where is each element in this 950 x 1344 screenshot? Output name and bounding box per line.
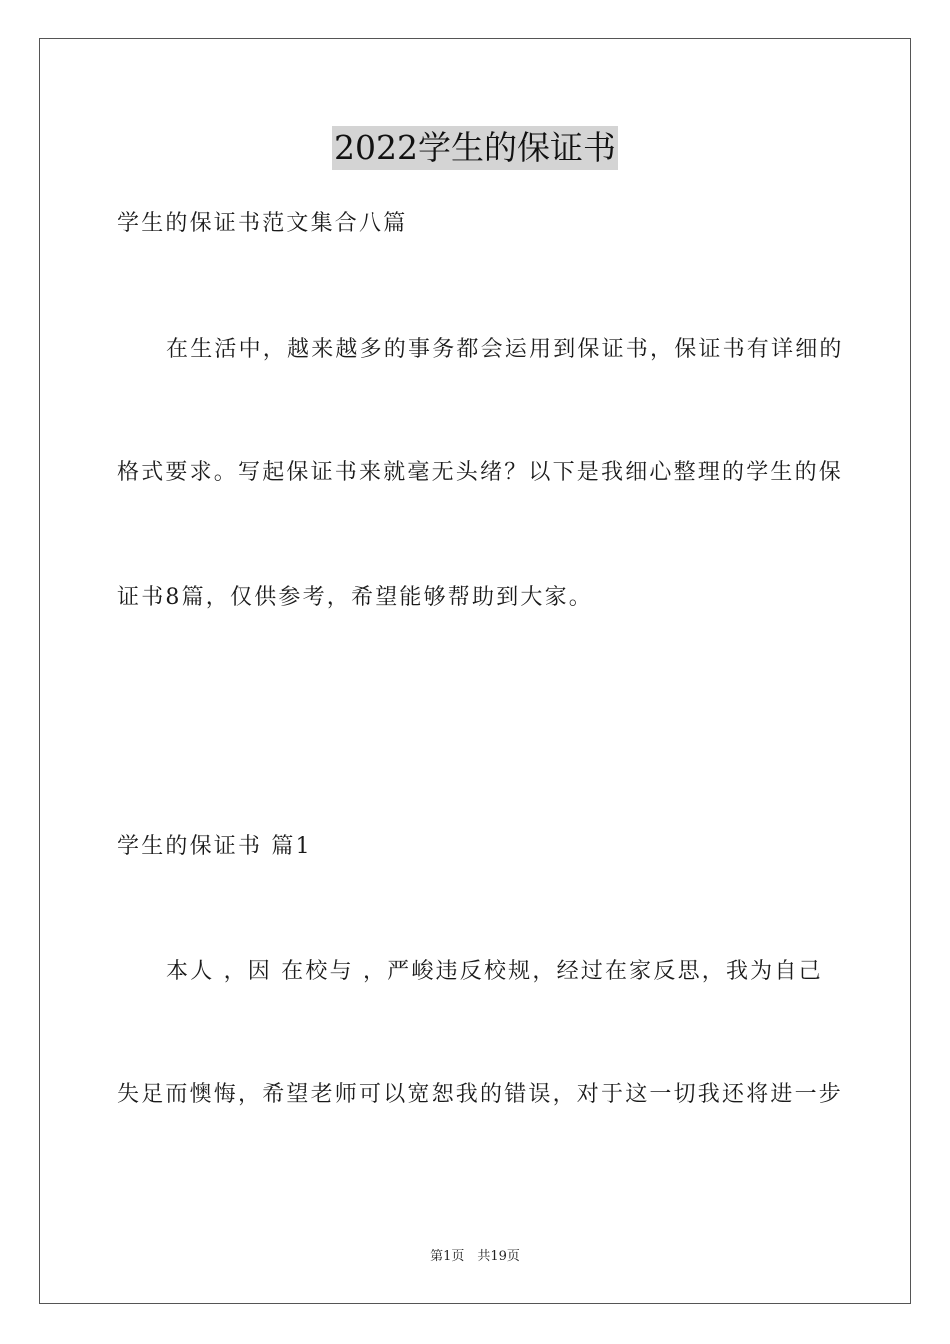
section-line-1: 本人 ，因 在校与 ，严峻违反校规，经过在家反思，我为自己 xyxy=(166,959,823,984)
intro-line-2: 格式要求。写起保证书来就毫无头绪？以下是我细心整理的学生的保 xyxy=(117,460,844,485)
section-heading: 学生的保证书 篇1 xyxy=(117,834,312,859)
section-line-2: 失足而懊悔，希望老师可以宽恕我的错误，对于这一切我还将进一步 xyxy=(117,1082,844,1107)
document-title: 2022学生的保证书 xyxy=(332,126,618,170)
intro-line-3: 证书8篇，仅供参考，希望能够帮助到大家。 xyxy=(117,585,593,610)
intro-line-1: 在生活中，越来越多的事务都会运用到保证书，保证书有详细的 xyxy=(166,337,844,362)
page-footer: 第1页 共19页 xyxy=(430,1249,520,1264)
document-subtitle: 学生的保证书范文集合八篇 xyxy=(117,211,408,236)
title-container xyxy=(0,126,950,170)
